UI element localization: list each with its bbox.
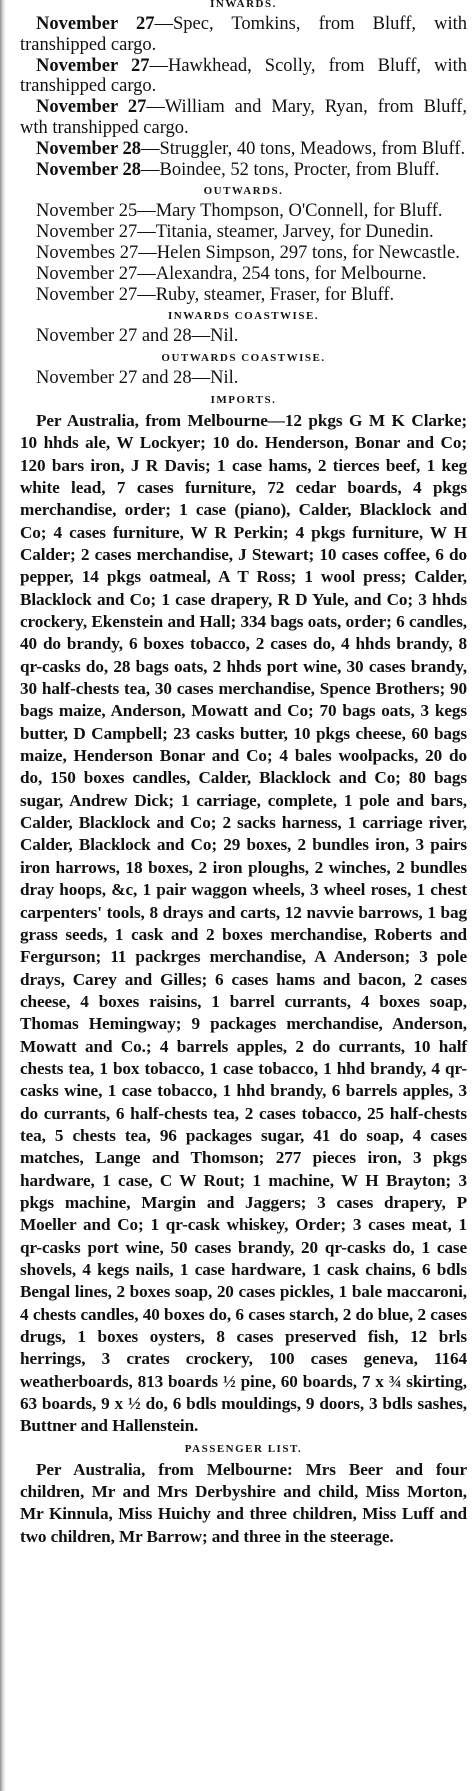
- entry-date: November 27: [36, 14, 155, 34]
- entry-text: —Boindee, 52 tons, Procter, from Bluff.: [140, 159, 440, 180]
- shipping-entry: [20, 368, 467, 389]
- shipping-entry: [20, 243, 467, 264]
- entry-text: —Spec, Tomkins, from Bluff, with transhipped cargo.: [20, 14, 468, 55]
- imports-paragraph: Per Australia, from Melbourne—12 pkgs G M K Clarke; 10 hhds ale, W Lockyer; 10 do. Henderson, Bonar and Co; 120 bars iron, J R Davis; 1 case hams, 2 tierces beef, 1 keg white lead, 7 cases furniture, 72 cedar boards, 4 pkgs merchandise, order; 1 case (piano), Calder, Blacklock and Co; 4 cases furniture, W R Perkin; 4 pkgs furniture, W H Calder; 2 cases merchandise, J Stewart; 10 cases coffee, 6 do pepper, 14 pkgs oatmeal, A T Ross; 1 wool press; Calder, Blacklock and Co; 1 case drapery, R D Yule, and Co; 3 hhds crockery, Ekenstein and Hall; 334 bags oats, order; 6 candles, 40 do brandy, 6 boxes tobacco, 2 cases do, 4 hhds brandy, 8 qr-casks do, 28 bags oats, 2 hhds port wine, 30 cases brandy, 30 half-chests tea, 30 cases merchandise, Spence Brothers; 90 bags maize, Anderson, Mowatt and Co; 70 bags oats, 3 kegs butter, D Campbell; 23 casks butter, 10 pkgs cheese, 60 bags maize, Henderson Bonar and Co; 4 bales woolpacks, 20 do do, 150 boxes candles, Calder, Blacklock and Co; 80 bags sugar, Andrew Dick; 1 carriage, complete, 1 pole and bars, Calder, Blacklock and Co; 2 sacks harness, 1 carriage river, Calder, Blacklock and Co; 29 boxes, 2 bundles iron, 3 pairs iron harrows, 18 boxes, 2 iron ploughs, 2 winches, 2 bundles dray hoops, &c, 1 pair waggon wheels, 3 wheel roses, 1 chest carpenters' tools, 8 drays and carts, 12 navvie barrows, 1 bag grass seeds, 1 cask and 2 boxes merchandise, Roberts and Fergurson; 11 packrges merchandise, A Anderson; 3 pole drays, Carey and Gilles; 6 cases hams and bacon, 2 cases cheese, 4 boxes raisins, 1 barrel currants, 4 boxes soap, Thomas Hemingway; 9 packages merchandise, Anderson, Mowatt and Co.; 4 barrels apples, 2 do currants, 10 half chests tea, 1 box tobacco, 1 case tobacco, 1 hhd brandy, 4 qr-casks wine, 1 case tobacco, 1 hhd brandy, 6 barrels apples, 3 do currants, 6 half-chests tea, 2 cases tobacco, 25 half-chests tea, 5 chests tea, 96 packages sugar, 41 do soap, 4 cases matches, Lange and Thomson; 277 pieces iron, 3 pkgs hardware, 1 case, C W Rout; 1 machine, W H Brayton; 3 pkgs machine, Margin and Jaggers; 3 cases drapery, P Moeller and Co; 1 qr-cask whiskey, Order; 3 cases meat, 1 qr-casks port wine, 50 cases brandy, 20 qr-casks do, 1 case shovels, 4 kegs nails, 1 case hardware, 1 cask chains, 6 bdls Bengal lines, 2 boxes soap, 20 cases pickles, 1 bale maccaroni, 4 chests candles, 40 boxes do, 6 cases starch, 2 do blue, 2 cases drugs, 1 boxes oysters, 8 cases preserved fish, 12 brls herrings, 3 crates crockery, 100 cases geneva, 1164 weatherboards, 813 boards ½ pine, 60 boards, 7 x ¾ skirting, 63 boards, 9 x ½ do, 6 bdls mouldings, 9 doors, 3 bdls sashes, Buttner and Hallenstein.: [20, 410, 467, 1436]
- shipping-entry: [20, 326, 467, 347]
- entry-date: November 27: [36, 222, 138, 243]
- shipping-entry: [20, 14, 467, 56]
- shipping-entry: [20, 97, 467, 139]
- inwards-heading: INWARDS.: [210, 0, 277, 10]
- outwards-list: [20, 201, 467, 305]
- shipping-entry: [20, 201, 467, 222]
- entry-date: November 25: [36, 201, 138, 222]
- entry-date: November 27 and 28: [36, 326, 192, 347]
- shipping-entry: [20, 160, 467, 181]
- entry-text: —Hawkhead, Scolly, from Bluff, with transhipped cargo.: [20, 55, 468, 97]
- entry-text: —Titania, steamer, Jarvey, for Dunedin.: [137, 222, 434, 243]
- inwards-list: [20, 14, 467, 180]
- entry-date: November 28: [36, 138, 141, 159]
- shipping-entry: [20, 222, 467, 243]
- entry-text: —Nil.: [191, 326, 239, 347]
- entry-date: November 27: [36, 55, 150, 76]
- entry-text: —Mary Thompson, O'Connell, for Bluff.: [137, 201, 443, 222]
- entry-text: —Struggler, 40 tons, Meadows, from Bluff.: [140, 138, 466, 159]
- entry-text: —William and Mary, Ryan, from Bluff, wth transhipped cargo.: [20, 97, 467, 138]
- outwards-coastwise-heading: OUTWARDS COASTWISE.: [161, 352, 326, 365]
- entry-date: November 27: [36, 97, 147, 118]
- entry-date: November 28: [36, 159, 141, 180]
- entry-text: —Ruby, steamer, Fraser, for Bluff.: [137, 284, 395, 305]
- entry-text: —Nil.: [191, 368, 239, 389]
- inwards-coastwise-heading: INWARDS COASTWISE.: [167, 310, 320, 323]
- shipping-entry: [20, 139, 467, 160]
- entry-date: Novembes 27: [36, 242, 139, 263]
- page-edge-shadow: [0, 0, 6, 1791]
- entry-date: November 27: [36, 263, 138, 284]
- entry-date: November 27 and 28: [36, 368, 192, 389]
- imports-heading: IMPORTS.: [210, 393, 277, 406]
- passenger-list-paragraph: Per Australia, from Melbourne: Mrs Beer and four children, Mr and Mrs Derbyshire and child, Miss Morton, Mr Kinnula, Miss Huichy and three children, Miss Luff and two children, Mr Barrow; and three in the steerage.: [20, 1459, 467, 1546]
- shipping-entry: [20, 264, 467, 285]
- shipping-entry: [20, 285, 467, 306]
- shipping-entry: [20, 56, 467, 98]
- entry-date: November 27: [36, 284, 138, 305]
- entry-text: —Alexandra, 254 tons, for Melbourne.: [137, 263, 427, 284]
- outwards-heading: OUTWARDS.: [203, 185, 284, 198]
- entry-text: —Helen Simpson, 297 tons, for Newcastle.: [138, 242, 460, 263]
- passenger-list-heading: PASSENGER LIST.: [184, 1442, 303, 1455]
